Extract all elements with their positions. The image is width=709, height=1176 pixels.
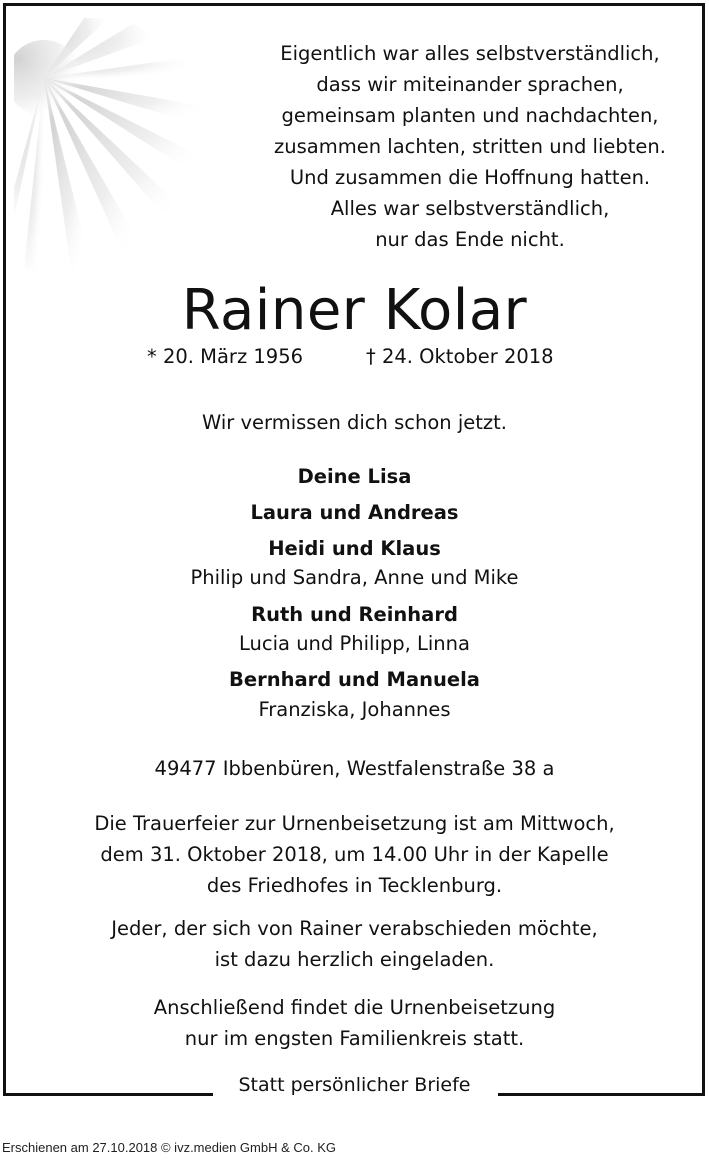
poem (240, 38, 700, 255)
poem-line: nur das Ende nicht. (375, 228, 565, 251)
poem-line: Und zusammen die Hoffnung hatten. (289, 166, 651, 189)
mourner-laura: Laura und Andreas (250, 501, 459, 524)
death-date: † 24. Oktober 2018 (366, 345, 554, 368)
birth-date: * 20. März 1956 (147, 345, 304, 368)
invitation-line: ist dazu herzlich eingeladen. (214, 948, 495, 971)
poem-line: gemeinsam planten und nachdachten, (281, 104, 659, 127)
footer-note: Statt persönlicher Briefe (238, 1074, 471, 1096)
deceased-name: Rainer Kolar (181, 278, 528, 343)
invitation-line: Jeder, der sich von Rainer verabschieden möchte, (111, 917, 598, 940)
mourner-ruth: Ruth und Reinhard (251, 603, 458, 626)
tagline: Wir vermissen dich schon jetzt. (202, 411, 507, 434)
poem-line: Eigentlich war alles selbstverständlich, (280, 42, 660, 65)
mourner-bernhard: Bernhard und Manuela (229, 668, 480, 691)
invitation (0, 913, 709, 975)
poem-line: Alles war selbstverständlich, (330, 197, 610, 220)
burial-info (0, 992, 709, 1054)
mourner-lisa: Deine Lisa (297, 465, 412, 488)
mourner-heidi: Heidi und Klaus (268, 537, 441, 560)
burial-line: nur im engsten Familienkreis statt. (184, 1027, 525, 1050)
sun-rays-image (14, 18, 264, 278)
service-line: Die Trauerfeier zur Urnenbeisetzung ist am Mittwoch, (94, 812, 615, 835)
publication-info: Erschienen am 27.10.2018 © ivz.medien GmbH & Co. KG (2, 1140, 337, 1155)
service-line: dem 31. Oktober 2018, um 14.00 Uhr in der Kapelle (100, 843, 609, 866)
mourner-heidi-family: Philip und Sandra, Anne und Mike (190, 566, 519, 589)
burial-line: Anschließend findet die Urnenbeisetzung (153, 996, 556, 1019)
poem-line: dass wir miteinander sprachen, (316, 73, 624, 96)
address: 49477 Ibbenbüren, Westfalenstraße 38 a (154, 757, 555, 780)
service-line: des Friedhofes in Tecklenburg. (206, 874, 503, 897)
mourner-bernhard-family: Franziska, Johannes (258, 698, 451, 721)
service-info (0, 808, 709, 901)
mourner-ruth-family: Lucia und Philipp, Linna (239, 632, 470, 655)
poem-line: zusammen lachten, stritten und liebten. (274, 135, 666, 158)
